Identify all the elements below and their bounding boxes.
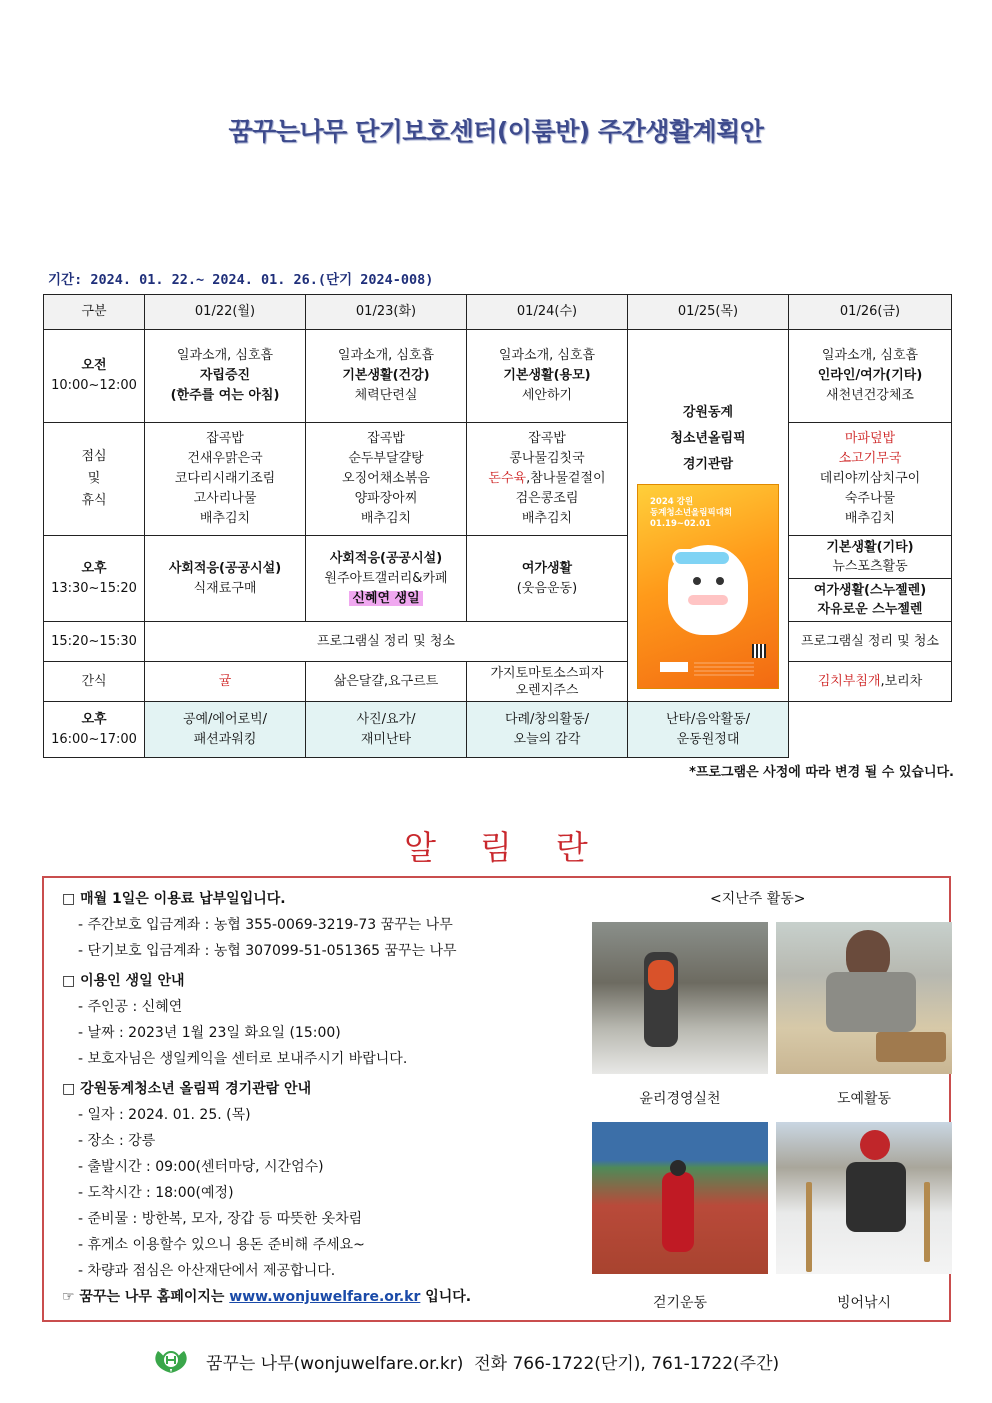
cell-afternoon-fri-2 [789, 579, 952, 622]
row-label-text: 오전 [81, 358, 107, 373]
cell-late-fri [628, 702, 789, 758]
cell-line: 뉴스포츠활동 [832, 559, 908, 574]
notice-heading: □ 강원동계청소년 올림픽 경기관람 안내 [62, 1081, 312, 1097]
notice-heading: □ 이용인 생일 안내 [62, 973, 185, 989]
fishing-rod [806, 1182, 812, 1272]
notice-item: - 보호자님은 생일케익을 센터로 보내주시기 바랍니다. [78, 1051, 408, 1067]
cell-morning-wed [467, 330, 628, 423]
cell-morning-tue [306, 330, 467, 423]
cell-late-wed [467, 702, 628, 758]
notice-item: - 휴게소 이용할수 있으니 용돈 준비해 주세요~ [78, 1237, 365, 1253]
birthday-highlight: 신혜연 생일 [349, 591, 422, 606]
cell-line: 강원동계 [682, 405, 734, 420]
cell-line: 자립증진 [199, 368, 251, 383]
cell-line: 공예/에어로빅/ [182, 711, 268, 727]
cell-snack-mon: 귤 [145, 662, 306, 702]
cell-line: 사회적응(공공시설) [329, 550, 443, 566]
header-wed: 01/24(수) [467, 295, 628, 330]
photo-pottery [776, 922, 952, 1074]
row-label-text: 오후 [81, 711, 107, 727]
cell-line: 잡곡밥 [367, 431, 405, 446]
last-week-heading: <지난주 활동> [710, 891, 806, 907]
notice-box [42, 876, 951, 1322]
notice-item: - 장소 : 강릉 [78, 1133, 156, 1149]
cell-lunch-wed [467, 423, 628, 536]
page-title: 꿈꾸는나무 단기보호센터(이룸반) 주간생활계획안 [228, 117, 764, 146]
cell-line: 검은콩조림 [515, 491, 579, 506]
jacket [648, 960, 674, 990]
notice-heading: □ 매월 1일은 이용료 납부일입니다. [62, 891, 286, 907]
cell-line: 인라인/여가(기타) [817, 368, 923, 383]
cell-line: 기본생활(용모) [503, 368, 591, 383]
cell-line: 사진/요가/ [356, 711, 416, 727]
row-label-snack: 간식 [44, 662, 145, 702]
cell-line: 여가생활 [521, 560, 573, 576]
cell-lunch-tue [306, 423, 467, 536]
cell-afternoon-fri-1 [789, 536, 952, 579]
notice-item: - 일자 : 2024. 01. 25. (목) [78, 1107, 251, 1123]
photo-caption: 빙어낚시 [836, 1295, 892, 1311]
cell-line: 오늘의 감각 [513, 731, 581, 747]
header-category: 구분 [44, 295, 145, 330]
row-label-time: 16:00~17:00 [51, 731, 137, 747]
poster-text: 01.19~02.01 [650, 519, 711, 529]
cell-line: 경기관람 [682, 457, 734, 472]
row-label-late [44, 702, 145, 758]
homepage-link[interactable]: www.wonjuwelfare.or.kr [229, 1289, 421, 1305]
person-body [826, 972, 916, 1032]
notice-list [62, 886, 602, 1310]
cell-late-mon [145, 702, 306, 758]
plan-period: 기간: 2024. 01. 22.~ 2024. 01. 26.(단기 2024-008) [48, 272, 434, 288]
cell-line [469, 469, 625, 489]
cell-afternoon-mon [145, 536, 306, 622]
cell-cleanup-fri: 프로그램실 정리 및 청소 [789, 622, 952, 662]
red-text: 돈수육 [488, 471, 527, 486]
mascot-eye [716, 577, 724, 585]
header-tue: 01/23(화) [306, 295, 467, 330]
cell-morning-fri [789, 330, 952, 423]
row-label-text: 점심 [81, 449, 107, 464]
person-body [846, 1162, 906, 1232]
row-label-cleanup: 15:20~15:30 [44, 622, 145, 662]
notice-item: - 도착시간 : 18:00(예정) [78, 1185, 234, 1201]
cell-line: 일과소개, 심호흡 [498, 348, 596, 363]
cell-line [308, 589, 464, 609]
cell-line: 배추김치 [360, 511, 412, 526]
notice-title: 알림란 [404, 828, 632, 867]
cell-line: (웃음운동) [516, 580, 578, 596]
cell-line: 잡곡밥 [206, 431, 244, 446]
cell-line: 마파덮밥 [844, 431, 896, 446]
cell-lunch-fri [789, 423, 952, 536]
cell-morning-mon [145, 330, 306, 423]
table-row [44, 662, 952, 702]
cell-afternoon-tue [306, 536, 467, 622]
cell-line: 배추김치 [844, 511, 896, 526]
homepage-line [62, 1284, 602, 1310]
notice-item: - 주인공 : 신혜연 [78, 999, 183, 1015]
row-label-text: 및 [87, 471, 101, 486]
logo-icon [660, 662, 688, 672]
photo-caption: 윤리경영실천 [639, 1091, 721, 1107]
poster-text: 2024 강원 [650, 497, 694, 507]
clay-work [876, 1032, 946, 1062]
poster-text: 동계청소년올림픽대회 [650, 508, 733, 518]
table-row [44, 536, 952, 579]
table-row [44, 423, 952, 536]
cell-thursday-olympics [628, 330, 789, 702]
mascot-eye [693, 577, 701, 585]
mascot-cheek [688, 595, 728, 605]
homepage-suffix: 입니다. [425, 1289, 472, 1305]
footer [150, 1347, 779, 1375]
cell-line: 잡곡밥 [528, 431, 566, 446]
cell-line: 콩나물김칫국 [509, 451, 585, 466]
person-hat [860, 1130, 890, 1160]
cell-line: 재미난타 [360, 731, 412, 747]
cell-lunch-mon [145, 423, 306, 536]
row-label-morning [44, 330, 145, 423]
qr-code-icon [752, 644, 766, 658]
notice-item: - 준비물 : 방한복, 모자, 장갑 등 따뜻한 옷차림 [78, 1211, 363, 1227]
cell-line: 데리야끼삼치구이 [819, 471, 921, 486]
row-label-lunch [44, 423, 145, 536]
cell-line: 원주아트갤러리&카페 [324, 570, 448, 586]
cell-line: 가지토마토소스피자 [490, 665, 604, 681]
notice-item: - 단기보호 입금계좌 : 농협 307099-51-051365 꿈꾸는 나무 [78, 943, 457, 959]
cell-line: 코다리시래기조림 [174, 471, 276, 486]
cell-line: 난타/음악활동/ [665, 711, 751, 727]
weekly-plan-table [43, 294, 952, 758]
notice-item: - 차량과 점심은 아산재단에서 제공합니다. [78, 1263, 336, 1279]
cell-snack-wed [467, 662, 628, 702]
table-row [44, 330, 952, 423]
homepage-prefix: ☞ 꿈꾸는 나무 홈페이지는 [62, 1289, 225, 1305]
table-row [44, 622, 952, 662]
cell-line: 숙주나물 [844, 491, 896, 506]
cell-line: 식재료구매 [193, 580, 257, 596]
photo-ethics-walk [592, 922, 768, 1074]
photo-ice-fishing [776, 1122, 952, 1274]
row-label-afternoon [44, 536, 145, 622]
fishing-rod [924, 1182, 930, 1262]
person-head [670, 1160, 686, 1176]
photo-walking [592, 1122, 768, 1274]
cell-line: (한주를 여는 아침) [170, 388, 280, 403]
cell-line: 순두부달걀탕 [348, 451, 424, 466]
photo-caption: 도예활동 [836, 1091, 892, 1107]
table-header-row [44, 295, 952, 330]
cell-cleanup: 프로그램실 정리 및 청소 [145, 622, 628, 662]
cell-line: 세안하기 [521, 388, 573, 403]
goggle-icon [672, 549, 732, 567]
row-label-time: 13:30~15:20 [51, 580, 137, 596]
cell-text: ,참나물겉절이 [526, 471, 606, 486]
cell-line: 일과소개, 심호흡 [337, 348, 435, 363]
notice-item: - 주간보호 입금계좌 : 농협 355-0069-3219-73 꿈꾸는 나무 [78, 917, 453, 933]
cell-line: 건새우맑은국 [187, 451, 263, 466]
notice-item: - 날짜 : 2023년 1월 23일 화요일 (15:00) [78, 1025, 341, 1041]
header-mon: 01/22(월) [145, 295, 306, 330]
cell-late-tue [306, 702, 467, 758]
cell-line: 양파장아찌 [354, 491, 418, 506]
change-note: *프로그램은 사정에 따라 변경 될 수 있습니다. [689, 765, 954, 780]
row-label-text: 오후 [81, 560, 107, 576]
cell-text: ,보리차 [880, 673, 923, 689]
cell-snack-fri [789, 662, 952, 702]
cell-line: 소고기무국 [838, 451, 902, 466]
cell-line: 사회적응(공공시설) [168, 560, 282, 576]
cell-line: 고사리나물 [193, 491, 257, 506]
cell-line: 일과소개, 심호흡 [176, 348, 274, 363]
olympics-poster-image [637, 484, 779, 689]
cell-line: 배추김치 [199, 511, 251, 526]
cell-line: 새천년건강체조 [826, 388, 914, 403]
cell-line: 자유로운 스누젤렌 [817, 602, 923, 617]
poster-footer [694, 662, 754, 676]
cell-line: 일과소개, 심호흡 [821, 348, 919, 363]
cell-line: 오렌지주스 [515, 682, 579, 698]
cell-line: 여가생활(스누젤렌) [813, 583, 927, 598]
red-text: 김치부침개 [817, 673, 881, 689]
cell-line: 패션과워킹 [193, 731, 257, 747]
row-label-text: 휴식 [81, 493, 107, 508]
cell-line: 오징어채소볶음 [342, 471, 430, 486]
table-row [44, 702, 952, 758]
cell-snack-tue: 삶은달걀,요구르트 [306, 662, 467, 702]
notice-item: - 출발시간 : 09:00(센터마당, 시간엄수) [78, 1159, 324, 1175]
photo-caption: 걷기운동 [652, 1295, 708, 1311]
header-thu: 01/25(목) [628, 295, 789, 330]
cell-line: 운동원정대 [676, 731, 740, 747]
cell-afternoon-wed [467, 536, 628, 622]
cell-line: 기본생활(기타) [826, 540, 914, 555]
footer-text: 꿈꾸는 나무(wonjuwelfare.or.kr) 전화 766-1722(단기), 761-1722(주간) [206, 1353, 780, 1374]
row-label-time: 10:00~12:00 [51, 378, 137, 393]
cell-line: 체력단련실 [354, 388, 418, 403]
person-figure [662, 1172, 694, 1252]
cell-line: 배추김치 [521, 511, 573, 526]
tree-logo-icon [150, 1347, 192, 1375]
cell-line: 다례/창의활동/ [504, 711, 590, 727]
header-fri: 01/26(금) [789, 295, 952, 330]
cell-line: 청소년올림픽 [670, 431, 746, 446]
cell-line: 기본생활(건강) [342, 368, 430, 383]
